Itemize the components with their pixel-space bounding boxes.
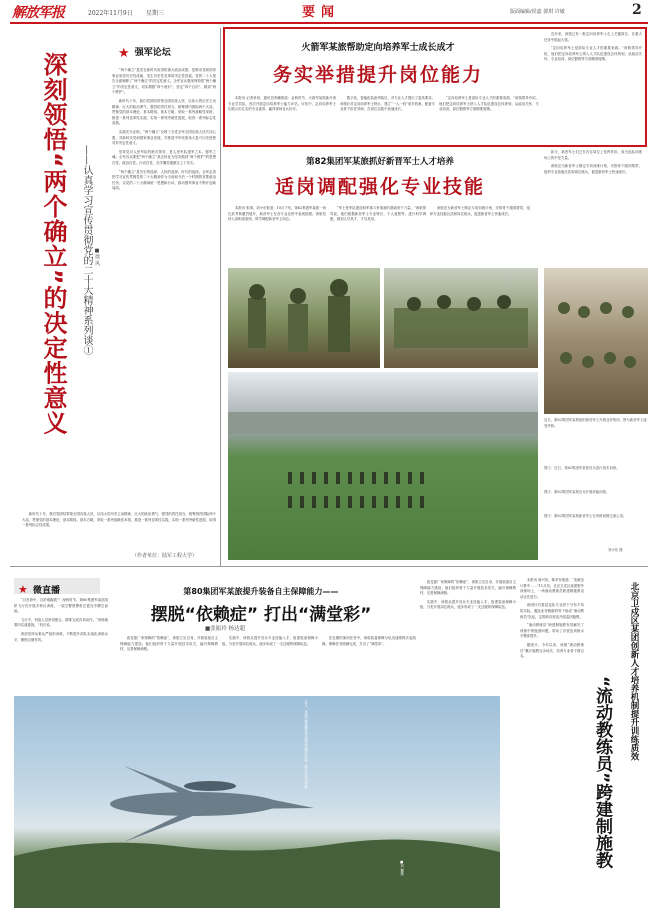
- bottom-body-4: [420, 580, 516, 692]
- forum-paragraph: 新时代十年，我们党团结带领全国各族人民，以伟大的历史主动精神、巨大的政治勇气、强烈的责任担当，统筹国内国际两个大局，贯彻党的基本理论、基本路线、基本方略，采取一系列战略性举措，推进一系列变革性实践，实现一系列突破性进展，取得一系列标志性成果。: [112, 98, 216, 126]
- second-story-body-3: [430, 206, 530, 264]
- second-story-paragraph: 本报讯 张琪、刘小东报道：10月下旬，第82集团军某旅一场比武考核激烈展开，新晋军士在各专业比拼中表现抢眼。该旅坚持人岗相适原则，科学调配新晋军士岗位。: [228, 206, 326, 222]
- soldiers-group-illustration: [384, 268, 538, 368]
- section-title: 要闻: [302, 5, 341, 20]
- photo-soldiers-group: [384, 268, 538, 368]
- aircraft-illustration: [14, 696, 500, 908]
- top-story-paragraph: “定向培养军士是部队专业人才的重要来源。”该旅领导介绍，他们把定向培养军士纳入人才队伍建设总体规划，从政治关怀、专业培训、岗位锻炼等方面精准施策。: [544, 46, 642, 62]
- second-story-paragraph: 如今，新晋军士们已在各自岗位上发挥作用，成为连队训练场上的中坚力量。: [544, 150, 642, 160]
- forum-subhead: ——认真学习宣传贯彻党的二十大精神系列谈①: [81, 145, 92, 355]
- top-story-body-1: [228, 96, 336, 142]
- forum-paragraph: “两个确立”是党在新时代取得的重大政治成果，是推动党和国家事业取得历史性成就、发生历史性变革的决定性因素。党的二十大报告全面阐释了“两个确立”的决定性意义。全军官兵要深刻领悟“两个确立”的决定性意义，切实增强“四个意识”、坚定“四个自信”、做到“两个维护”。: [112, 68, 216, 95]
- forum-headline: 深刻领悟“两个确立”的决定性意义: [39, 52, 67, 436]
- bottom-paragraph: 改变靠厂家保障的“依赖症”，该旅立足自身，开展装备自主保障能力建设。他们组织骨干力量开展技术攻关，编写保障教材，完善保障流程。: [420, 580, 516, 596]
- photo-soldiers-training: [228, 268, 380, 368]
- top-story-paragraph: 近年来，该旅已有一批定向培养军士走上关键岗位，在重大任务中挑起大梁。: [544, 32, 642, 42]
- forum-paragraph: 实践充分证明，“两个确立”反映了全党全军全国各族人民共同心愿，对新时代党和国家事业发展、对推进中华民族伟大复兴历史进程具有决定性意义。: [112, 129, 216, 146]
- photo-caption-2: 图②：第82集团军某旅官兵开展体能训练。: [544, 490, 610, 494]
- second-story-paragraph: 该旅还为新晋军士制定专项训练计划，安排骨干跟训帮带，组织专业技能比武和岗位练兵，促进新晋军士快速成长。: [430, 206, 530, 216]
- bottom-body-1: [120, 636, 218, 692]
- masthead-rule: [10, 22, 648, 24]
- soldiers-illustration: [228, 268, 380, 368]
- second-story-body-1: [228, 206, 326, 264]
- right-bottom-kicker: 北京卫戍区某团创新人才培养机制提升训练质效: [629, 582, 639, 761]
- bottom-authors: ■张振玲 杨达超: [205, 626, 245, 632]
- second-story-kicker: 第82集团军某旅抓好新晋军士人才培养: [306, 157, 454, 167]
- bottom-body-3: [322, 636, 416, 692]
- photo-caption-1: 图①：近日，第82集团军某旅官兵进行战术训练。: [544, 466, 620, 470]
- right-paragraph: 据统计，今年以来，该团“流动教练员”累计施教百余场次，培养专业骨干数百名。: [520, 642, 584, 659]
- live-paragraph: 飞行中，机组人员密切配合，精准完成各项动作。“训练就要向实战靠拢。”机长说。: [14, 617, 108, 628]
- top-story-body-4: [544, 32, 642, 142]
- main-photo-caption: 近日，第82集团军某旅组织新晋军士开展业务集训。图为新晋军士接受考核。: [544, 418, 647, 428]
- photo-awacs-aircraft: [14, 696, 500, 908]
- forum-body: [112, 68, 216, 508]
- aircraft-photo-credit: ■刘 巍摄: [399, 860, 404, 876]
- top-story-headline: 务实举措提升岗位能力: [272, 64, 483, 86]
- second-story-body-4: [544, 150, 642, 266]
- forum-badge-label: 强军论坛: [134, 48, 171, 58]
- bottom-paragraph: 实践中，该旅从提升官兵专业技能入手，组建装备保障小组，分类开展岗位练兵，逐步形成了一支过硬的保障队伍。: [222, 636, 318, 646]
- page-editors: 版面编辑/侯嘉 郭琪 许敏: [510, 9, 565, 15]
- right-bottom-body-1: [520, 578, 584, 908]
- second-story-headline: 适岗调配强化专业技能: [274, 176, 485, 198]
- column-divider: [220, 28, 221, 566]
- forum-paragraph: 坚持党对人民军队的绝对领导，是人民军队建军之本、强军之魂。全军官兵要把“两个确立”真正转化为坚决做到“两个维护”的思想自觉、政治自觉、行动自觉，在学懂弄通做实上下功夫。: [112, 149, 216, 165]
- section-divider: [10, 566, 648, 567]
- second-story-paragraph: “军士是军队建设和军事斗争准备的基础骨干力量。”该旅领导说，他们根据新晋军士专业特长、个人意愿等，进行科学调配，做到人尽其才、才尽其用。: [330, 206, 426, 222]
- bottom-paragraph: 在近期的演训任务中，该旅装备保障分队迅速排除多起故障，保障任务圆满完成，打出了“满堂彩”。: [322, 636, 416, 646]
- forum-author: ■徐 风: [94, 248, 100, 266]
- drill-illustration: [544, 268, 648, 414]
- forum-paragraph: 新时代十年，我们党团结带领全国各族人民，以伟大的历史主动精神、巨大的政治勇气、强烈的责任担当，统筹国内国际两个大局，贯彻党的基本理论、基本路线、基本方略，采取一系列战略性举措，推进一系列变革性实践，实现一系列突破性进展，取得一系列标志性成果。: [22, 512, 216, 528]
- page-number: 2: [632, 2, 642, 18]
- right-paragraph: 该团针对基层连队专业骨干分布不均的实际，遴选业务精湛的骨干组成“流动教练员”队伍，定期到各营连开展巡回施教。: [520, 603, 584, 619]
- live-badge-label: 微直播: [32, 586, 60, 596]
- bottom-headline: 摆脱“依赖症” 打出“满堂彩”: [150, 605, 372, 625]
- top-story-paragraph: “定向培养军士是部队专业人才的重要来源。”该旅领导介绍，他们把定向培养军士纳入人才队伍建设总体规划，从政治关怀、专业培训、岗位锻炼等方面精准施策。: [439, 96, 539, 112]
- issue-date: 2022年11月9日: [88, 10, 133, 17]
- top-story-kicker: 火箭军某旅帮助定向培养军士成长成才: [301, 43, 455, 53]
- photo-right-drill: [544, 268, 648, 414]
- top-story-body-2: [340, 96, 435, 142]
- forum-badge: [118, 42, 171, 61]
- right-paragraph: 本报讯 蒋兴伟、陈孝东报道：“变截至计算中……”11月初，北京卫戍区某团野外训练场上，一场流动教练员跨建制施教活动正在进行。: [520, 578, 584, 599]
- forum-bottom-body: [22, 512, 216, 554]
- paper-name-logo: 解放军报: [12, 5, 64, 21]
- bottom-kicker: 第80集团军某旅提升装备自主保障能力——: [183, 587, 339, 596]
- second-story-paragraph: 该旅还为新晋军士制定专项训练计划，安排骨干跟训帮带，组织专业技能比武和岗位练兵，促进新晋军士快速成长。: [544, 164, 642, 174]
- star-icon: ★: [118, 46, 130, 61]
- live-body: [14, 598, 108, 664]
- right-paragraph: “流动教练员”跨建制施教有效解决了训练中的瓶颈问题，带动了各营连训练水平整体提升。: [520, 623, 584, 639]
- issue-weekday: 星期三: [146, 10, 165, 17]
- forum-author-unit: （作者单位：陆军工程大学）: [132, 553, 198, 559]
- formation-illustration: [228, 372, 538, 560]
- bottom-paragraph: 实践中，该旅从提升官兵专业技能入手，组建装备保障小组，分类开展岗位练兵，逐步形成了一支过硬的保障队伍。: [420, 599, 516, 610]
- star-icon: ★: [18, 583, 28, 596]
- second-story-body-2: [330, 206, 426, 264]
- top-story-paragraph: 数字化、智能化装备列装后，对专业人才提出了更高要求。该旅针对定向培养军士特点，建立“一人一档”成长档案，配备专业骨干担任导师，在岗位实践中加速成长。: [340, 96, 435, 112]
- photo-caption-3: 图③：第82集团军某旅新晋军士在训练间隙交流心得。: [544, 514, 627, 518]
- top-story-paragraph: 本报讯 记者单易、通讯员李鹏报道：金秋时节，火箭军某旅新开训专业学员队，首次开展定向培养军士能力评估。评估中，定向培养军士们展示出扎实的专业素养，赢得现场官兵好评。: [228, 96, 336, 112]
- bottom-body-2: [222, 636, 318, 692]
- live-badge: [14, 578, 100, 594]
- masthead: [0, 0, 658, 24]
- forum-paragraph: “两个确立”是历史的选择、人民的选择、时代的选择。全军必须把学习宣传贯彻党的二十大精神作为当前和今后一个时期的首要政治任务，以党的二十大精神统一思想和行动，推动强军事业不断开创新局面。: [112, 169, 216, 191]
- bottom-paragraph: 改变靠厂家保障的“依赖症”，该旅立足自身，开展装备自主保障能力建设。他们组织骨干力量开展技术攻关，编写保障教材，完善保障流程。: [120, 636, 218, 652]
- photo-formation-field: [228, 372, 538, 560]
- right-bottom-headline: “流动教练员”跨建制施教: [592, 676, 612, 869]
- aircraft-photo-caption: 近日，某部空警预警机在霞光中腾空而起，展开多科目训练。: [303, 700, 308, 792]
- live-paragraph: 该部坚持从难从严组织训练，不断提升部队实战化训练水平，锤炼过硬作风。: [14, 631, 108, 642]
- live-paragraph: “百发命中，百折难摧我”！深秋时节，第80集团军某部组织飞行员开展多科目训练，一架空警预警机在霞光中腾空而起。: [14, 598, 108, 614]
- photo-credit: 刘小东 摄: [608, 548, 623, 552]
- top-story-body-3: [439, 96, 539, 142]
